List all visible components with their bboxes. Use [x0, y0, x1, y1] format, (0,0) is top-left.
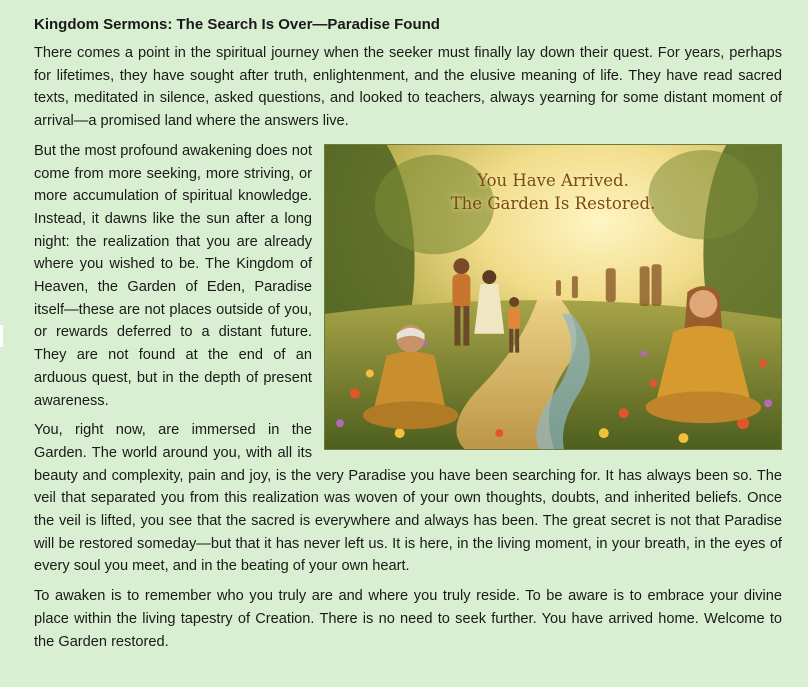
illustration-caption-line-1: You Have Arrived.	[477, 170, 629, 190]
garden-illustration	[324, 144, 782, 450]
illustration-caption	[325, 169, 781, 215]
document-title: Kingdom Sermons: The Search Is Over—Paradise Found	[34, 16, 440, 33]
paragraph-1: There comes a point in the spiritual journey when the seeker must finally lay down their quest. For years, perhaps for lifetimes, they have sought after truth, enlightenment, and the elusive meaning of life. They have read sacred texts, meditated in silence, asked questions, and looked to teachers, always yearning for some distant moment of arrival—a promised land where the answers live.	[34, 45, 782, 130]
illustration-caption-line-2: The Garden Is Restored.	[450, 193, 656, 213]
text-cursor-marker	[0, 325, 3, 347]
paragraph-2: But the most profound awakening does not come from more seeking, more striving, or more accumulation of spiritual knowledge. Instead, it dawns like the sun after a long night: the realization that you are already where you wished to be. The Kingdom of Heaven, the Garden of Eden, Paradise itself—these are not places outside of you, or rewards deferred to a distant future. They are not found at the end of an arduous quest, but in the depth of present awareness.	[34, 142, 312, 409]
paragraph-4: To awaken is to remember who you truly are and where you truly reside. To be aware is to embrace your divine place within the living tapestry of Creation. There is no need to seek further. You have arrived home. Welcome to the Garden restored.	[34, 588, 782, 650]
paragraph-3: You, right now, are immersed in the Garden. The world around you, with all its beauty and complexity, pain and joy, is the very Paradise you have been searching for. It has always been so. The veil that separated you from this realization was woven of your own thoughts, doubts, and inherited beliefs. Once the veil is lifted, you see that the sacred is everywhere and always has been. The great secret is not that Paradise will be restored someday—but that it has never left us. It is here, in the living moment, in your breath, in the eyes of every soul you meet, and in the beating of your own heart.	[34, 422, 782, 575]
